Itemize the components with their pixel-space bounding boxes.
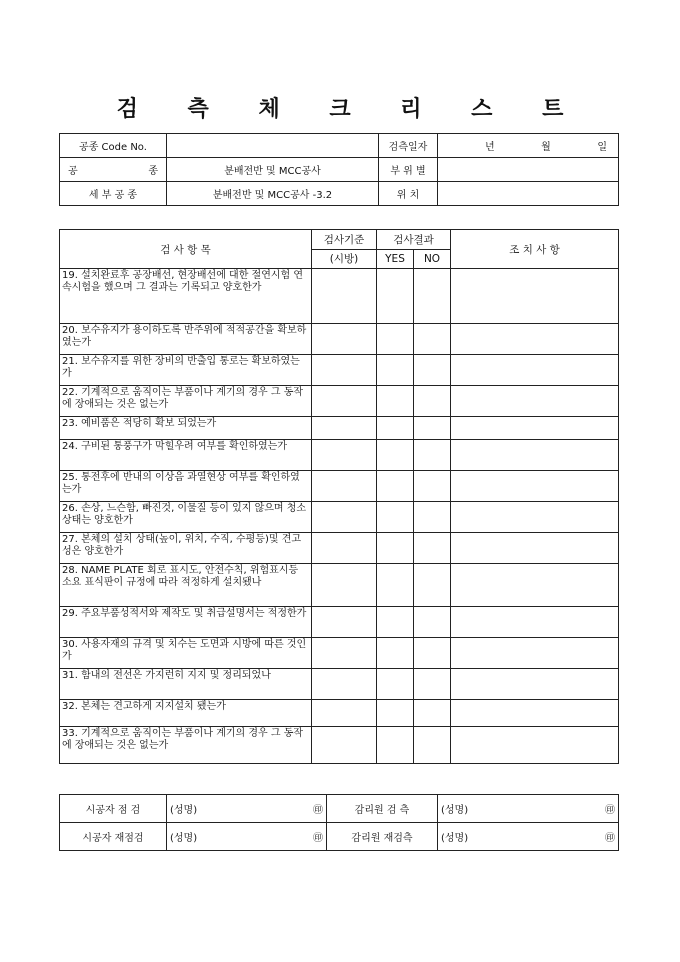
action-cell[interactable]: [451, 324, 619, 355]
supervisor-recheck-sign[interactable]: [438, 823, 619, 851]
action-cell[interactable]: [451, 502, 619, 533]
standard-cell[interactable]: [312, 727, 377, 764]
yes-cell[interactable]: [377, 417, 414, 440]
standard-cell[interactable]: [312, 533, 377, 564]
yes-cell[interactable]: [377, 564, 414, 607]
code-value: [167, 134, 379, 158]
action-cell[interactable]: [451, 386, 619, 417]
work-value: 분배전반 및 MCC공사: [167, 158, 379, 182]
no-cell[interactable]: [414, 564, 451, 607]
check-item: 30. 사용자재의 규격 및 치수는 도면과 시방에 따른 것인가: [60, 638, 312, 669]
supervisor-check-label: 감리원 검 측: [327, 795, 438, 823]
stamp-mark: ㊞: [313, 833, 323, 844]
yes-cell[interactable]: [377, 471, 414, 502]
no-cell[interactable]: [414, 533, 451, 564]
standard-cell[interactable]: [312, 324, 377, 355]
check-item: 27. 본체의 설치 상태(높이, 위치, 수직, 수평등)및 견고성은 양호한가: [60, 533, 312, 564]
check-item: 21. 보수유지를 위한 장비의 반출입 통로는 확보하였는가: [60, 355, 312, 386]
col-result-header: 검사결과: [377, 230, 451, 250]
no-cell[interactable]: [414, 440, 451, 471]
check-item: 33. 기계적으로 움직이는 부품이나 계기의 경우 그 동작에 장애되는 것은 없는가: [60, 727, 312, 764]
no-cell[interactable]: [414, 669, 451, 700]
check-item: 20. 보수유지가 용이하도록 반주위에 적적공간을 확보하였는가: [60, 324, 312, 355]
action-cell[interactable]: [451, 440, 619, 471]
action-cell[interactable]: [451, 355, 619, 386]
table-row: [60, 386, 619, 417]
yes-cell[interactable]: [377, 727, 414, 764]
work-label: 공 종: [60, 158, 167, 182]
table-row: [60, 502, 619, 533]
date-day: 일: [597, 142, 607, 153]
table-row: [60, 324, 619, 355]
no-cell[interactable]: [414, 607, 451, 638]
action-cell[interactable]: [451, 607, 619, 638]
action-cell[interactable]: [451, 564, 619, 607]
standard-cell[interactable]: [312, 440, 377, 471]
contractor-recheck-label: 시공자 재점검: [60, 823, 167, 851]
col-standard-sub: (시방): [312, 249, 377, 269]
checklist-table: [59, 229, 619, 764]
standard-cell[interactable]: [312, 638, 377, 669]
no-cell[interactable]: [414, 700, 451, 727]
location-value: [438, 182, 619, 206]
col-standard-header: 검사기준: [312, 230, 377, 250]
standard-cell[interactable]: [312, 607, 377, 638]
part-label: 부 위 별: [379, 158, 438, 182]
yes-cell[interactable]: [377, 700, 414, 727]
table-row: [60, 440, 619, 471]
detail-value: 분배전반 및 MCC공사 -3.2: [167, 182, 379, 206]
contractor-recheck-sign[interactable]: [167, 823, 327, 851]
date-label: 검측일자: [379, 134, 438, 158]
yes-cell[interactable]: [377, 669, 414, 700]
detail-label: 세 부 공 종: [60, 182, 167, 206]
date-month: 월: [541, 142, 551, 153]
standard-cell[interactable]: [312, 564, 377, 607]
table-row: [60, 355, 619, 386]
yes-cell[interactable]: [377, 386, 414, 417]
check-item: 23. 예비품은 적당히 확보 되었는가: [60, 417, 312, 440]
table-row: [60, 638, 619, 669]
no-cell[interactable]: [414, 269, 451, 324]
table-row: [60, 727, 619, 764]
no-cell[interactable]: [414, 386, 451, 417]
contractor-check-label: 시공자 점 검: [60, 795, 167, 823]
check-item: 24. 구비된 통풍구가 막힐우려 여부를 확인하였는가: [60, 440, 312, 471]
check-item: 19. 설치완료후 공장배선, 현장배선에 대한 절연시험 연속시험을 했으며 그 결과는 기록되고 양호한가: [60, 269, 312, 324]
standard-cell[interactable]: [312, 700, 377, 727]
check-item: 25. 통전후에 반내의 이상음 과열현상 여부를 확인하였는가: [60, 471, 312, 502]
action-cell[interactable]: [451, 533, 619, 564]
signature-table: [59, 794, 619, 851]
table-row: [60, 471, 619, 502]
standard-cell[interactable]: [312, 355, 377, 386]
standard-cell[interactable]: [312, 502, 377, 533]
table-row: [60, 607, 619, 638]
no-cell[interactable]: [414, 417, 451, 440]
yes-cell[interactable]: [377, 355, 414, 386]
check-item: 31. 함내의 전선은 가지런히 지지 및 정리되었나: [60, 669, 312, 700]
name-text: (성명): [441, 833, 469, 844]
standard-cell[interactable]: [312, 269, 377, 324]
check-item: 28. NAME PLATE 회로 표시도, 안전수칙, 위험표시등 소요 표식판이 규정에 따라 적정하게 설치됐나: [60, 564, 312, 607]
no-cell[interactable]: [414, 324, 451, 355]
table-row: [60, 564, 619, 607]
col-yes-header: YES: [377, 249, 414, 269]
check-item: 32. 본체는 견고하게 지지설치 됐는가: [60, 700, 312, 727]
standard-cell[interactable]: [312, 471, 377, 502]
contractor-check-sign[interactable]: [167, 795, 327, 823]
standard-cell[interactable]: [312, 386, 377, 417]
yes-cell[interactable]: [377, 502, 414, 533]
yes-cell[interactable]: [377, 440, 414, 471]
date-year: 년: [485, 142, 495, 153]
action-cell[interactable]: [451, 417, 619, 440]
no-cell[interactable]: [414, 638, 451, 669]
action-cell[interactable]: [451, 638, 619, 669]
col-no-header: NO: [414, 249, 451, 269]
yes-cell[interactable]: [377, 607, 414, 638]
no-cell[interactable]: [414, 727, 451, 764]
table-row: [60, 700, 619, 727]
action-cell[interactable]: [451, 727, 619, 764]
col-action-header: 조 치 사 항: [451, 230, 619, 269]
action-cell[interactable]: [451, 669, 619, 700]
yes-cell[interactable]: [377, 638, 414, 669]
table-row: [60, 269, 619, 324]
date-value: [438, 134, 619, 158]
stamp-mark: ㊞: [313, 805, 323, 816]
table-row: [60, 417, 619, 440]
no-cell[interactable]: [414, 471, 451, 502]
no-cell[interactable]: [414, 355, 451, 386]
yes-cell[interactable]: [377, 269, 414, 324]
name-text: (성명): [170, 805, 198, 816]
page-title: 검 측 체 크 리 스 트: [116, 96, 585, 122]
check-item: 26. 손상, 느슨함, 빠진것, 이물질 등이 있지 않으며 청소 상태는 양호한가: [60, 502, 312, 533]
table-row: [60, 669, 619, 700]
supervisor-check-sign[interactable]: [438, 795, 619, 823]
col-item-header: 검 사 항 목: [60, 230, 312, 269]
header-table: [59, 133, 619, 206]
no-cell[interactable]: [414, 502, 451, 533]
yes-cell[interactable]: [377, 324, 414, 355]
location-label: 위 치: [379, 182, 438, 206]
check-item: 22. 기계적으로 움직이는 부품이나 계기의 경우 그 동작에 장애되는 것은 없는가: [60, 386, 312, 417]
action-cell[interactable]: [451, 700, 619, 727]
name-text: (성명): [441, 805, 469, 816]
action-cell[interactable]: [451, 269, 619, 324]
code-label: 공종 Code No.: [60, 134, 167, 158]
check-item: 29. 주요부품성적서와 제작도 및 취급설명서는 적정한가: [60, 607, 312, 638]
part-value: [438, 158, 619, 182]
yes-cell[interactable]: [377, 533, 414, 564]
name-text: (성명): [170, 833, 198, 844]
stamp-mark: ㊞: [605, 833, 615, 844]
standard-cell[interactable]: [312, 417, 377, 440]
table-row: [60, 533, 619, 564]
standard-cell[interactable]: [312, 669, 377, 700]
supervisor-recheck-label: 감리원 재검측: [327, 823, 438, 851]
stamp-mark: ㊞: [605, 805, 615, 816]
action-cell[interactable]: [451, 471, 619, 502]
